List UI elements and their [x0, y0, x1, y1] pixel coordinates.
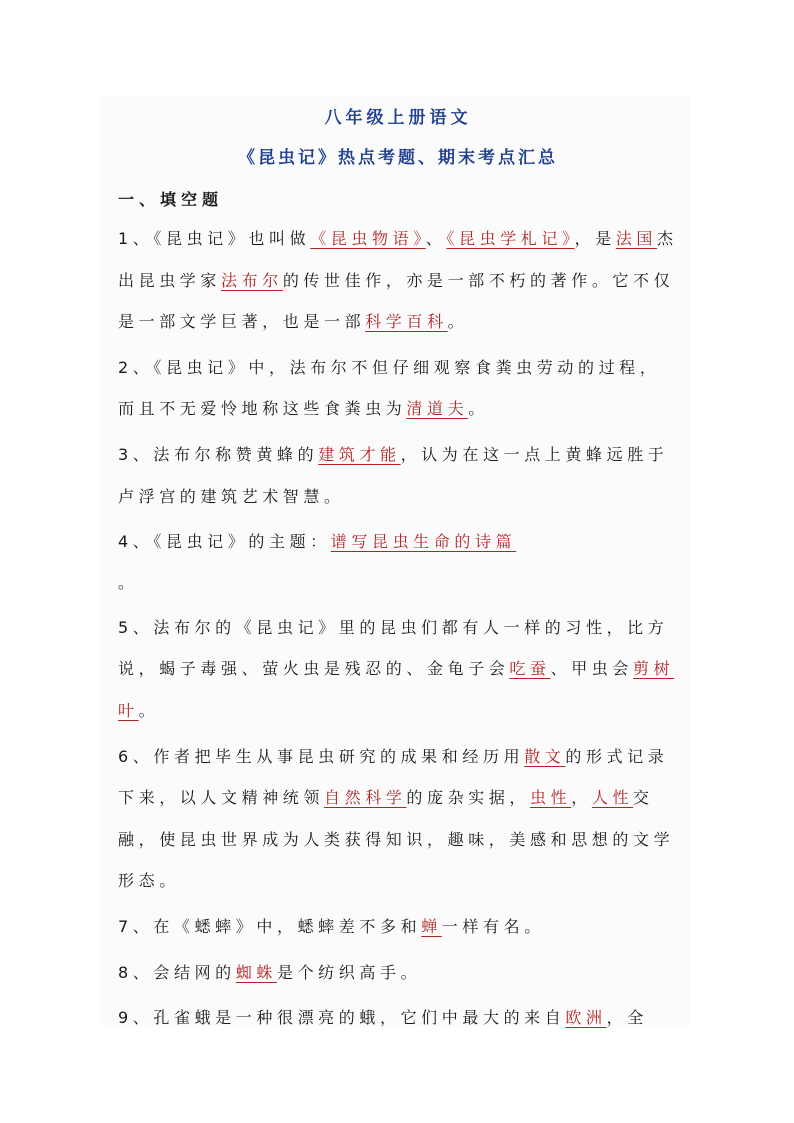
answer-text: 清道夫	[406, 399, 469, 419]
question-text: 交融，使昆虫世界成为人类获得知识，趣味，美感和思想的文学形态。	[118, 788, 675, 891]
question-7	[118, 906, 678, 948]
question-text: 一样有名。	[441, 916, 545, 936]
question-text: ，全	[606, 1008, 648, 1028]
question-text: 9、孔雀蛾是一种很漂亮的蛾，它们中最大的来自	[118, 1008, 566, 1028]
question-text: 的形式记录下来，以人文精神统领	[118, 746, 669, 808]
question-text: 、甲虫会	[550, 659, 634, 679]
answer-text: 散文	[524, 746, 566, 766]
answer-text: 蜘蛛	[235, 962, 277, 982]
question-text: ，认为在这一点上黄蜂远胜于卢浮宫的建筑艺术智慧。	[118, 444, 669, 506]
answer-text: 剪树叶	[118, 659, 675, 720]
question-text: 杰出昆虫学家	[118, 229, 678, 290]
question-text: 。	[138, 700, 160, 720]
question-text: 。	[468, 399, 489, 419]
question-8	[118, 952, 678, 994]
answer-text: 《昆虫学札记》	[446, 229, 575, 248]
document-body	[118, 100, 678, 1039]
section-heading: 一、填空题	[118, 190, 224, 209]
question-text: 。	[447, 312, 469, 332]
question-text: 的传世佳作，亦是一部不朽的著作。它不仅是一部文学巨著，也是一部	[118, 270, 675, 332]
answer-text: 欧洲	[565, 1008, 607, 1028]
question-text: 的庞杂实据，	[406, 788, 531, 808]
answer-text: 法国	[615, 229, 658, 248]
question-text: 8、会结网的	[118, 962, 236, 982]
question-text: 4、《昆虫记》的主题：	[118, 532, 331, 552]
question-text: 2、《昆虫记》中，法布尔不但仔细观察食粪虫劳动的过程，而且不无爱怜地称这些食粪虫为	[118, 357, 661, 419]
document-title-line2: 《昆虫记》热点考题、期末考点汇总	[238, 148, 558, 168]
question-4-tail: 。	[118, 572, 135, 592]
question-text: 3、法布尔称赞黄蜂的	[118, 444, 319, 464]
answer-text: 蝉	[421, 916, 442, 936]
answer-text: 《昆虫物语》	[310, 229, 426, 248]
question-4	[118, 521, 678, 563]
question-3	[118, 434, 678, 517]
answer-text: 虫性	[530, 788, 572, 808]
question-text: 5、法布尔的《昆虫记》里的昆虫们都有人一样的习性，比方说，蝎子毒强、萤火虫是残忍的、金龟子会	[118, 617, 669, 679]
answer-text: 人性	[591, 788, 634, 808]
question-6	[118, 736, 678, 902]
answer-text: 科学百科	[365, 312, 448, 332]
question-2	[118, 347, 678, 430]
answer-text: 吃蚕	[509, 659, 551, 679]
question-1	[118, 218, 678, 343]
question-text: 、	[425, 229, 447, 248]
question-text: 7、在《蟋蟀》中，蟋蟀差不多和	[118, 916, 422, 936]
question-text: ，	[571, 788, 592, 808]
question-5	[118, 607, 678, 732]
question-text: 1、《昆虫记》也叫做	[118, 229, 311, 248]
answer-text: 法布尔	[221, 270, 283, 290]
answer-text: 建筑才能	[318, 444, 401, 464]
question-text: ，是	[574, 229, 616, 248]
question-text: 6、作者把毕生从事昆虫研究的成果和经历用	[118, 746, 525, 766]
question-9	[118, 997, 678, 1039]
document-title-line1: 八年级上册语文	[324, 108, 472, 128]
answer-text: 自然科学	[324, 788, 407, 808]
answer-text: 谱写昆虫生命的诗篇	[330, 532, 517, 552]
question-text: 是个纺织高手。	[276, 962, 422, 982]
